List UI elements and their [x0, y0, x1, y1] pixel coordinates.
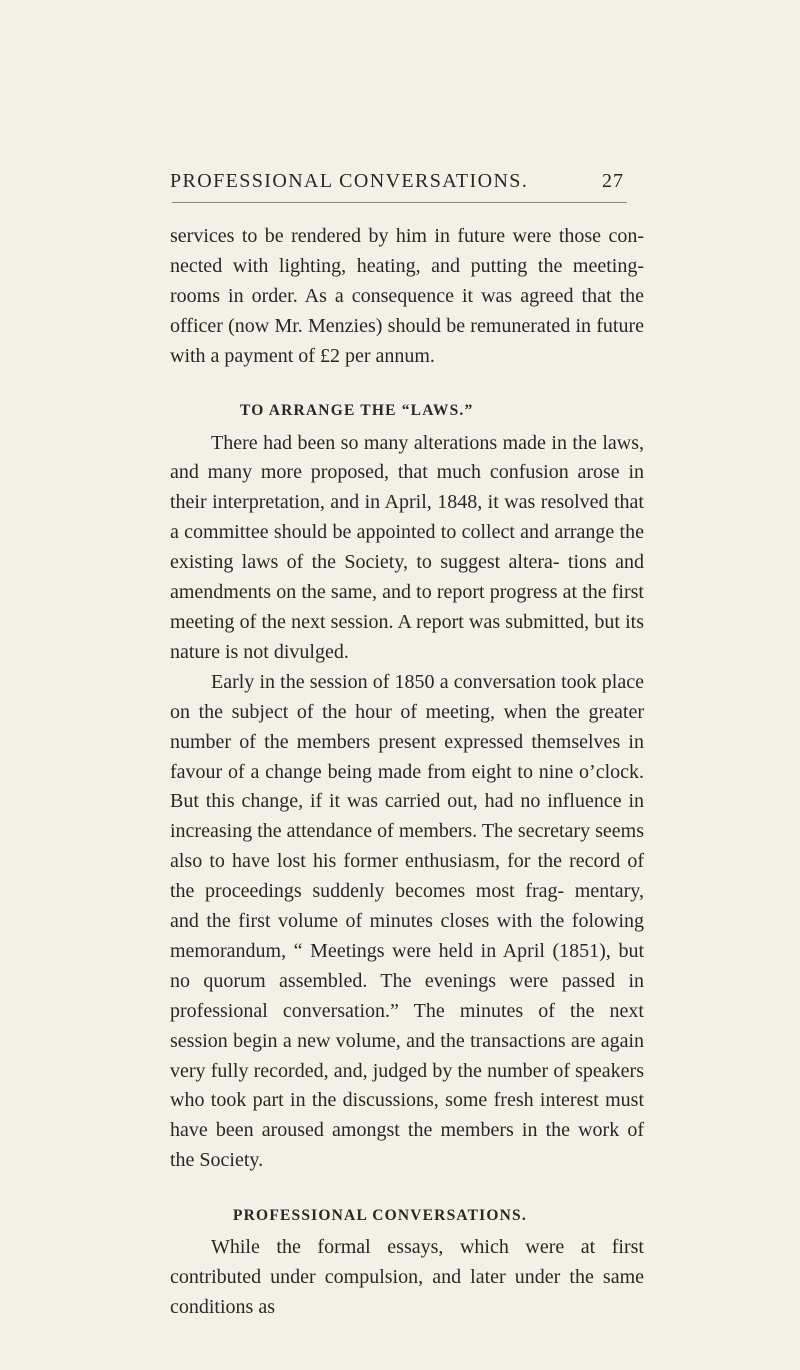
running-title: PROFESSIONAL CONVERSATIONS.: [170, 170, 529, 192]
section-heading-conversations: PROFESSIONAL CONVERSATIONS.: [233, 1207, 527, 1225]
paragraph-laws: There had been so many alterations made in the laws, and many more proposed, that much confusion arose in their interpretation, and in April, 1848, it was resolved that a committee should be appointed to collect and arrange the existing laws of the Society, to suggest altera- tions and amendments on the same, and to report progress at the first meeting of the next session. A report was submitted, but its nature is not divulged.: [170, 431, 644, 663]
paragraph-session-1850: Early in the session of 1850 a conversation took place on the subject of the hour of meeting, when the greater number of the members present expressed themselves in favour of a change being made from eight to nine o’clock. But this change, if it was carried out, had no influence in increasing the attendance of members. The secretary seems also to have lost his former enthusiasm, for the record of the proceedings suddenly becomes most frag- mentary, and the first volume of minutes closes with the folowing memorandum, “ Meetings were held in April (1851), but no quorum assembled. The evenings were passed in professional conversation.” The minutes of the next session begin a new volume, and the transactions are again very fully recorded, and, judged by the number of speakers who took part in the discussions, some fresh interest must have been aroused amongst the members in the work of the Society.: [170, 670, 644, 1172]
running-head: [170, 170, 624, 194]
page-number: 27: [602, 170, 624, 192]
paragraph-services: services to be rendered by him in future were those con- nected with lighting, heating, and putting the meeting- rooms in order. As a consequence it was agreed that the officer (now Mr. Menzies) should be remunerated in future with a payment of £2 per annum.: [170, 225, 644, 367]
header-rule: [172, 202, 627, 203]
section-heading-laws: TO ARRANGE THE “LAWS.”: [240, 401, 474, 419]
body-text: [170, 222, 644, 1323]
paragraph-formal-essays: While the formal essays, which were at first contributed under compulsion, and later under the same conditions as: [170, 1236, 644, 1318]
